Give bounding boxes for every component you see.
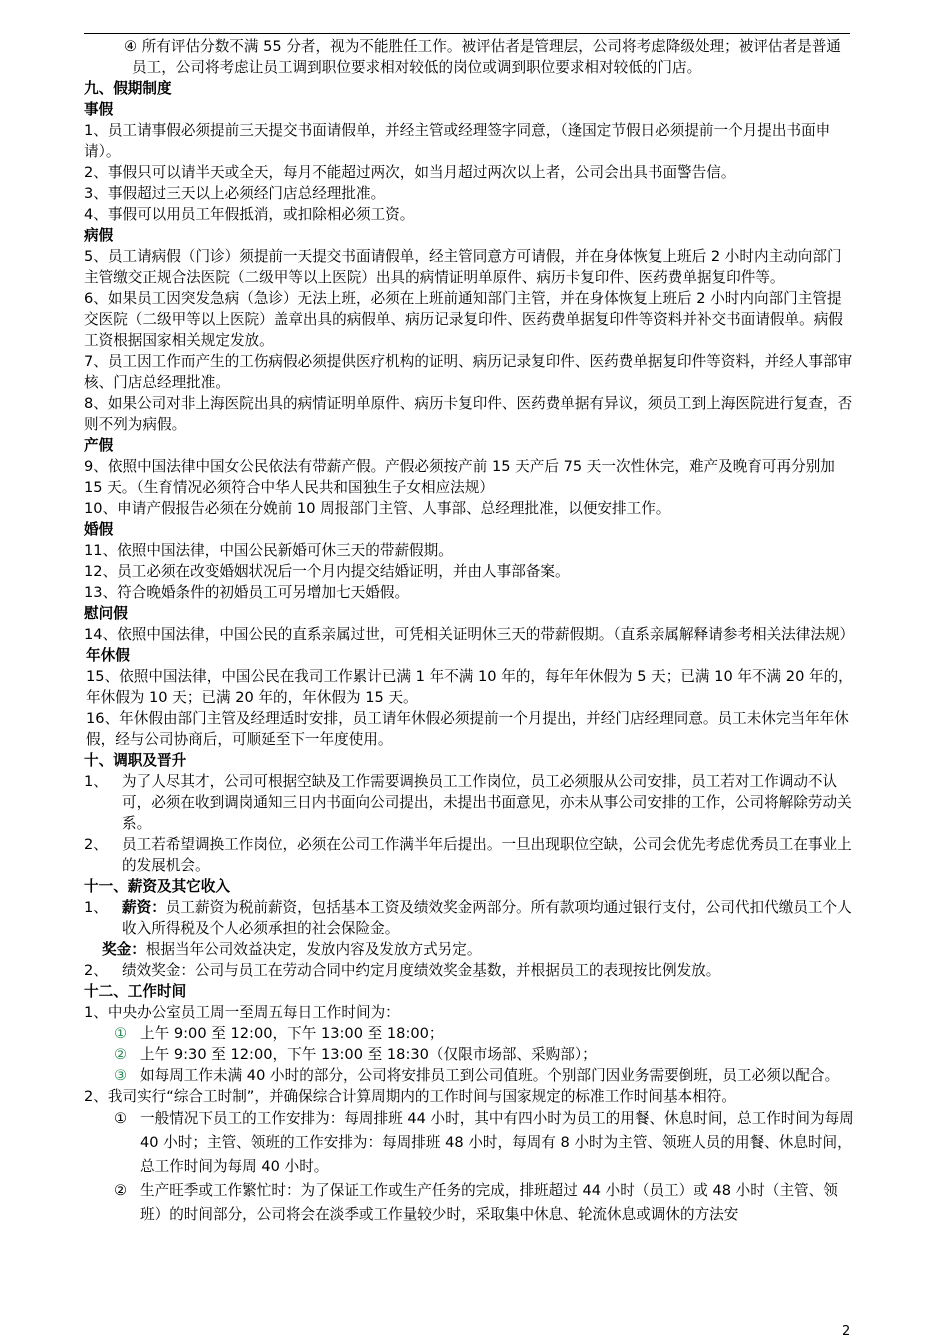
- item-number: 2、: [84, 962, 108, 979]
- clause-3: 3、事假超过三天以上必须经门店总经理批准。: [84, 185, 386, 202]
- clause-16: 16、年休假由部门主管及经理适时安排，员工请年休假必须提前一个月提出，并经门店经理同意。员工未休完当年年休假，经与公司协商后，可顺延至下一年度使用。: [86, 710, 849, 748]
- item-text: 为了人尽其才，公司可根据空缺及工作需要调换员工工作岗位，员工必须服从公司安排，员工若对工作调动不认可，必须在收到调岗通知三日内书面向公司提出，未提出书面意见，亦未从事公司安排的工作，公司将解除劳动关系。: [122, 773, 852, 832]
- clause-1: 1、员工请事假必须提前三天提交书面请假单，并经主管或经理签字同意，（逢国定节假日必须提前一个月提出书面申请）。: [84, 122, 831, 160]
- clause-2: 2、事假只可以请半天或全天，每月不能超过两次，如当月超过两次以上者，公司会出具书面警告信。: [84, 164, 736, 181]
- clause-7: 7、员工因工作而产生的工伤病假必须提供医疗机构的证明、病历记录复印件、医药费单据复印件等资料，并经人事部审核、门店总经理批准。: [84, 353, 853, 391]
- worktime-clause-2: 2、我司实行“综合工时制”，并确保综合计算周期内的工作时间与国家规定的标准工作时间基本相符。: [84, 1088, 736, 1105]
- item-text: 生产旺季或工作繁忙时：为了保证工作或生产任务的完成，排班超过 44 小时（员工）或 48 小时（主管、领班）的时间部分，公司将会在淡季或工作量较少时，采取集中休息、轮流休息或调休的方法安: [140, 1182, 838, 1223]
- bonus-line: [84, 939, 854, 960]
- circled-number-marker: ③: [114, 1067, 128, 1084]
- clause-11: 11、依照中国法律，中国公民新婚可休三天的带薪假期。: [84, 542, 453, 559]
- transfer-item-2: [84, 834, 854, 876]
- document-body: [84, 36, 854, 1227]
- item-text: [122, 897, 854, 939]
- subheading-bereavement-leave: 慰问假: [84, 605, 128, 622]
- item-number: 2、: [84, 836, 108, 853]
- section-heading-10: 十、调职及晋升: [84, 752, 187, 769]
- worktime-option-2: [84, 1044, 854, 1065]
- worktime-option-1: [84, 1023, 854, 1044]
- worktime-clause-1: 1、中央办公室员工周一至周五每日工作时间为：: [84, 1004, 400, 1021]
- clause-10: 10、申请产假报告必须在分娩前 10 周报部门主管、人事部、总经理批准，以便安排工作。: [84, 500, 671, 517]
- page-number: 2: [842, 1324, 851, 1339]
- salary-label: 薪资：: [122, 899, 166, 916]
- item-number: 1、: [84, 899, 108, 916]
- clause-4: 4、事假可以用员工年假抵消，或扣除相必须工资。: [84, 206, 415, 223]
- salary-item-1: [84, 897, 854, 939]
- clause-15: 15、依照中国法律，中国公民在我司工作累计已满 1 年不满 10 年的，每年年休假为 5 天；已满 10 年不满 20 年的，年休假为 10 天；已满 20 年的，年休假为 15 天。: [86, 668, 853, 706]
- clause-8: 8、如果公司对非上海医院出具的病情证明单原件、病历卡复印件、医药费单据有异议，须员工到上海医院进行复查，否则不列为病假。: [84, 395, 853, 433]
- item-text: 员工若希望调换工作岗位，必须在公司工作满半年后提出。一旦出现职位空缺，公司会优先考虑优秀员工在事业上的发展机会。: [122, 836, 852, 874]
- option-text: 上午 9:00 至 12:00，下午 13:00 至 18:00；: [140, 1025, 444, 1042]
- circled-number-marker: ①: [114, 1110, 128, 1127]
- evaluation-clause: ④ 所有评估分数不满 55 分者，视为不能胜任工作。被评估者是管理层，公司将考虑降级处理；被评估者是普通员工，公司将考虑让员工调到职位要求相对较低的岗位或调到职位要求相对较低的门店。: [124, 38, 841, 76]
- comprehensive-hours-item-2: [84, 1179, 854, 1227]
- subheading-marriage-leave: 婚假: [84, 521, 114, 538]
- clause-13: 13、符合晚婚条件的初婚员工可另增加七天婚假。: [84, 584, 410, 601]
- circled-number-marker: ①: [114, 1025, 128, 1042]
- section-heading-12: 十二、工作时间: [84, 983, 187, 1000]
- clause-14: 14、依照中国法律，中国公民的直系亲属过世，可凭相关证明休三天的带薪假期。（直系亲属解释请参考相关法律法规）: [84, 626, 855, 643]
- bonus-text: 根据当年公司效益决定，发放内容及发放方式另定。: [145, 941, 482, 958]
- bonus-label: 奖金：: [102, 941, 146, 958]
- section-heading-9: 九、假期制度: [84, 80, 172, 97]
- item-text: 绩效奖金：公司与员工在劳动合同中约定月度绩效奖金基数，并根据员工的表现按比例发放。: [122, 962, 721, 979]
- salary-text: 员工薪资为税前薪资，包括基本工资及绩效奖金两部分。所有款项均通过银行支付，公司代扣代缴员工个人收入所得税及个人必须承担的社会保险金。: [122, 899, 852, 937]
- clause-9: 9、依照中国法律中国女公民依法有带薪产假。产假必须按产前 15 天产后 75 天一次性休完，难产及晚育可再分别加 15 天。（生育情况必须符合中华人民共和国独生子女相应法规）: [84, 458, 835, 496]
- subheading-annual-leave: 年休假: [86, 647, 130, 664]
- option-text: 上午 9:30 至 12:00，下午 13:00 至 18:30（仅限市场部、采购部）；: [140, 1046, 597, 1063]
- clause-5: 5、员工请病假（门诊）须提前一天提交书面请假单，经主管同意方可请假，并在身体恢复上班后 2 小时内主动向部门主管缴交正规合法医院（二级甲等以上医院）出具的病情证明单原件、病历卡复印件、医药费单据复印件等。: [84, 248, 842, 286]
- transfer-item-1: [84, 771, 854, 834]
- circled-number-marker: ②: [114, 1046, 128, 1063]
- section-heading-11: 十一、薪资及其它收入: [84, 878, 230, 895]
- clause-6: 6、如果员工因突发急病（急诊）无法上班，必须在上班前通知部门主管，并在身体恢复上班后 2 小时内向部门主管提交医院（二级甲等以上医院）盖章出具的病假单、病历记录复印件、医药费单据复印件等资料并补交书面请假单。病假工资根据国家相关规定发放。: [84, 290, 843, 349]
- comprehensive-hours-item-1: [84, 1107, 854, 1179]
- item-number: 1、: [84, 773, 108, 790]
- worktime-option-3: [84, 1065, 854, 1086]
- subheading-personal-leave: 事假: [84, 101, 114, 118]
- header-rule: [84, 33, 850, 34]
- circled-number-marker: ②: [114, 1182, 128, 1199]
- subheading-sick-leave: 病假: [84, 227, 114, 244]
- option-text: 如每周工作未满 40 小时的部分，公司将安排员工到公司值班。个别部门因业务需要倒班，员工必须以配合。: [140, 1067, 840, 1084]
- salary-item-2: [84, 960, 854, 981]
- item-text: 一般情况下员工的工作安排为：每周排班 44 小时，其中有四小时为员工的用餐、休息时间，总工作时间为每周 40 小时；主管、领班的工作安排为：每周排班 48 小时，每周有 8 小时为主管、领班人员的用餐、休息时间，总工作时间为每周 40 小时。: [140, 1110, 854, 1175]
- subheading-maternity-leave: 产假: [84, 437, 114, 454]
- clause-12: 12、员工必须在改变婚姻状况后一个月内提交结婚证明，并由人事部备案。: [84, 563, 570, 580]
